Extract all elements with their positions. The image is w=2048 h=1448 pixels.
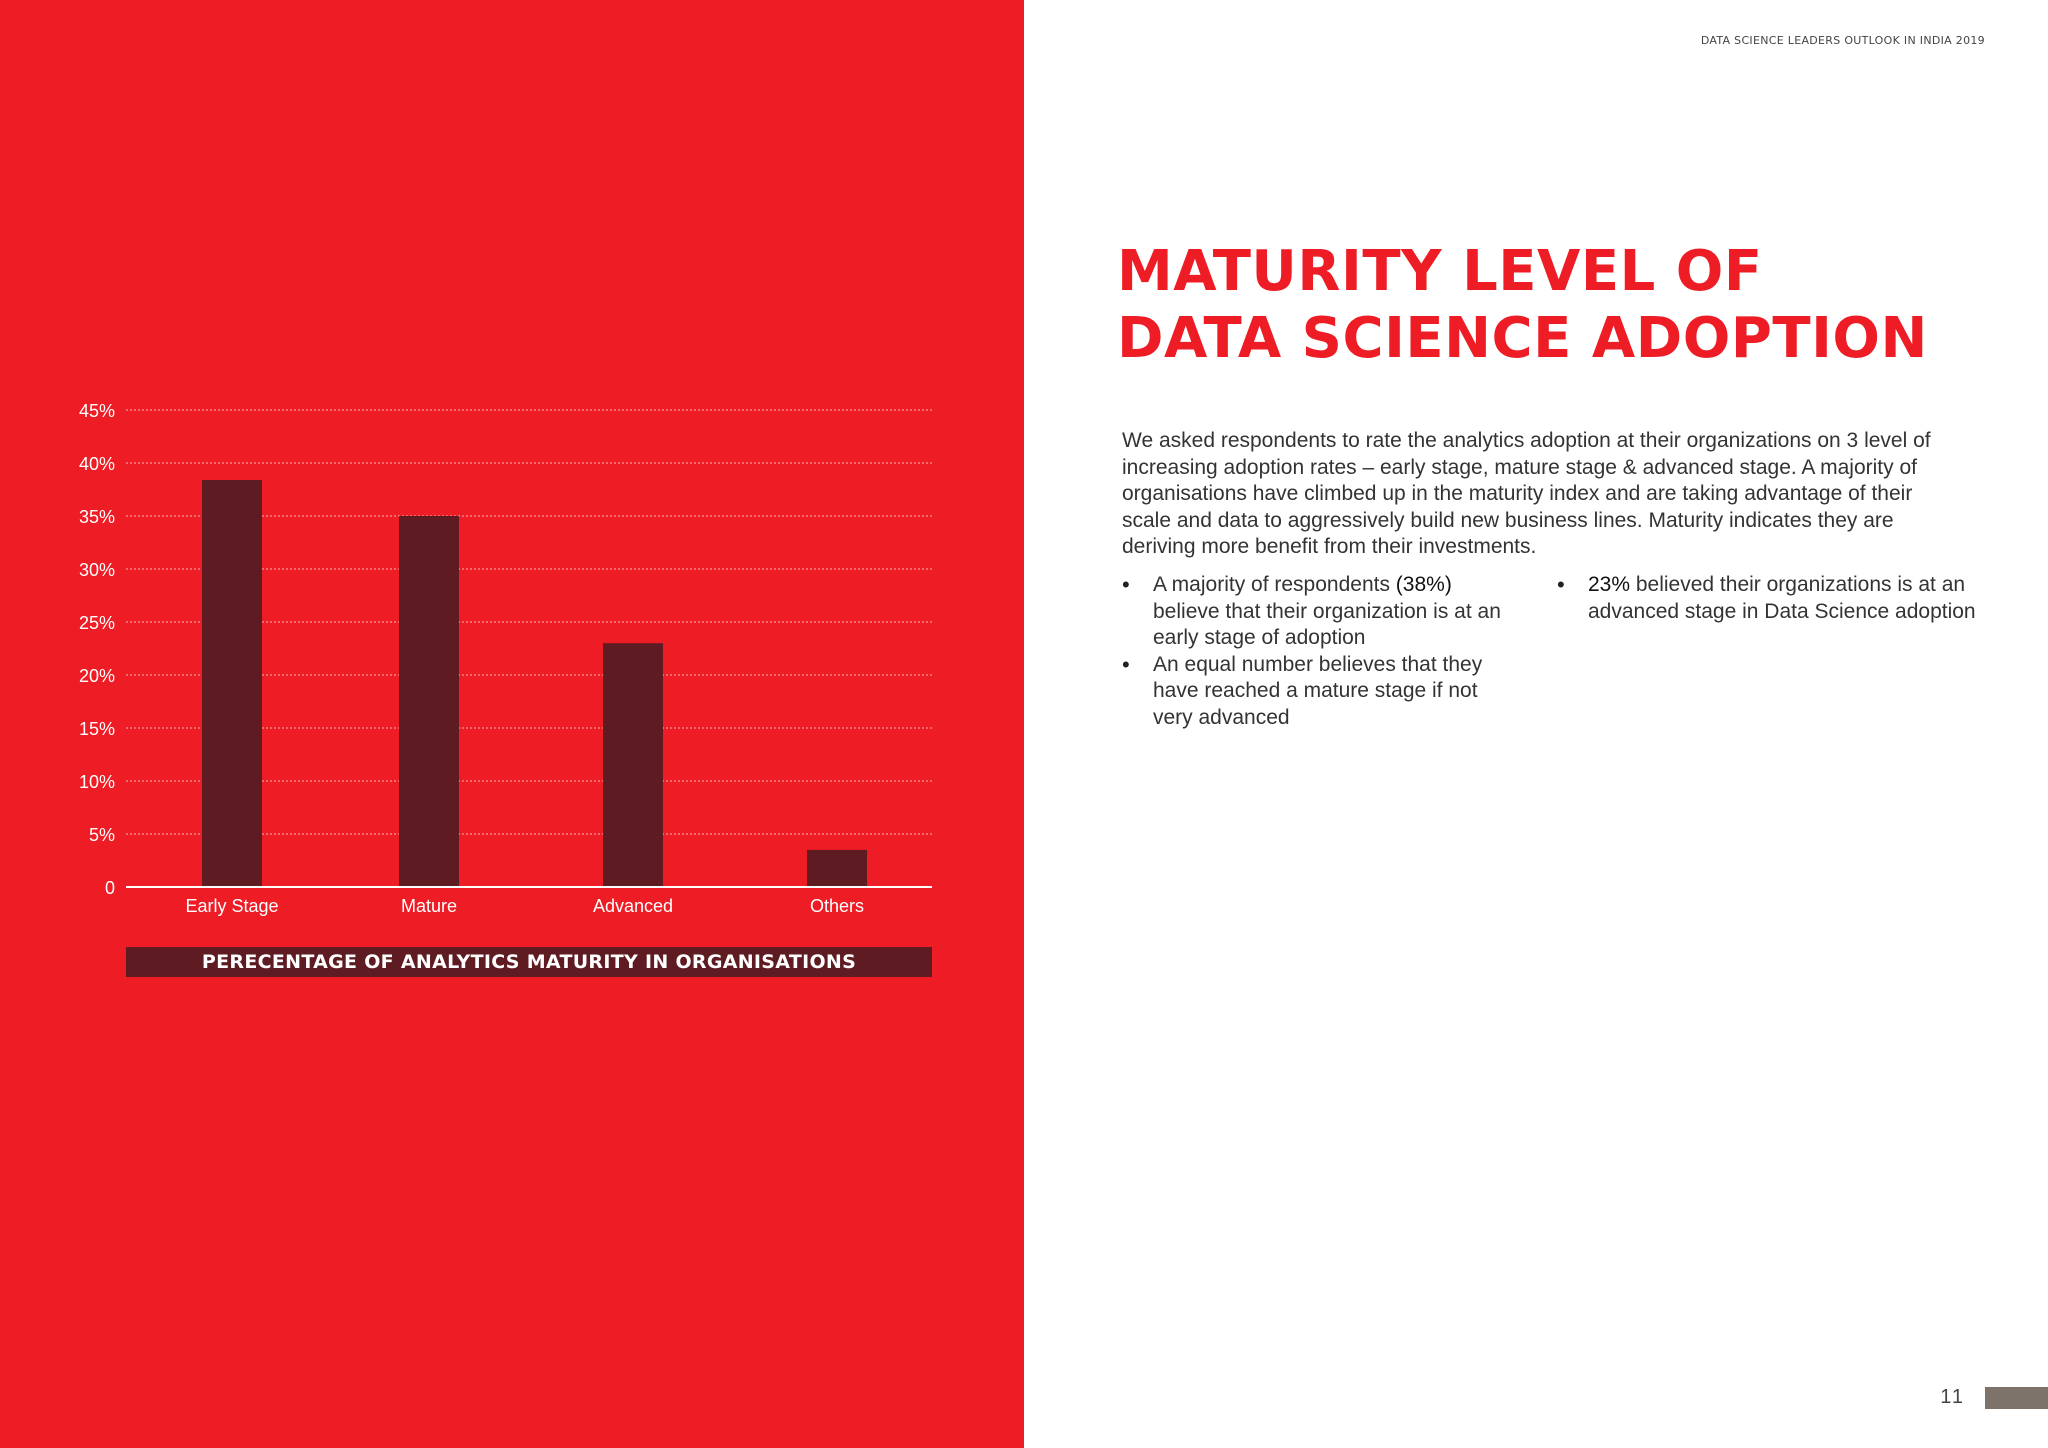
page-tab-marker — [1985, 1387, 2048, 1409]
finding-text: believe that their organization is at an early stage of adoption — [1153, 599, 1501, 650]
y-tick-label: 40% — [78, 454, 115, 474]
findings-list-left — [1122, 572, 1522, 732]
finding-item — [1557, 572, 1977, 625]
y-tick-label: 5% — [88, 825, 115, 845]
page-title-line-2: DATA SCIENCE ADOPTION — [1117, 306, 1928, 371]
finding-text: A majority of respondents — [1153, 573, 1396, 596]
y-tick-label: 20% — [78, 666, 115, 686]
chart-title: PERECENTAGE OF ANALYTICS MATURITY IN ORGANISATIONS — [126, 947, 932, 977]
y-tick-label: 0 — [104, 878, 115, 898]
intro-paragraph: We asked respondents to rate the analytics adoption at their organizations on 3 level of increasing adoption rates – early stage, mature stage & advanced stage. A majority of organisations have climbed up in the maturity index and are taking advantage of their scale and data to aggressively build new business lines. Maturity indicates they are deriving more benefit from their investments. — [1122, 429, 1931, 559]
y-tick-label: 25% — [78, 613, 115, 633]
page-title-line-1: MATURITY LEVEL OF — [1117, 239, 1763, 304]
y-tick-label: 30% — [78, 560, 115, 580]
bar — [807, 850, 867, 887]
finding-highlight: (38%) — [1395, 573, 1452, 596]
finding-item — [1122, 572, 1522, 652]
bar — [603, 643, 663, 887]
x-tick-label: Mature — [400, 896, 458, 916]
y-tick-label: 15% — [78, 719, 115, 739]
finding-highlight: 23% — [1588, 573, 1631, 596]
bar — [202, 480, 262, 887]
y-tick-label: 10% — [78, 772, 115, 792]
x-tick-label: Early Stage — [185, 896, 279, 916]
finding-text: An equal number believes that they have reached a mature stage if not very advanced — [1153, 652, 1483, 729]
page-title — [1117, 238, 1928, 372]
x-tick-label: Advanced — [592, 896, 674, 916]
bar — [399, 516, 459, 887]
y-tick-label: 45% — [78, 401, 115, 421]
x-tick-label: Others — [809, 896, 865, 916]
finding-text: believed their organizations is at an advanced stage in Data Science adoption — [1588, 573, 1976, 623]
running-header: DATA SCIENCE LEADERS OUTLOOK IN INDIA 2019 — [1700, 34, 1985, 47]
findings-list-right — [1557, 572, 1977, 625]
finding-item — [1122, 652, 1522, 732]
y-tick-label: 35% — [78, 507, 115, 527]
page-number: 11 — [1940, 1386, 1965, 1408]
